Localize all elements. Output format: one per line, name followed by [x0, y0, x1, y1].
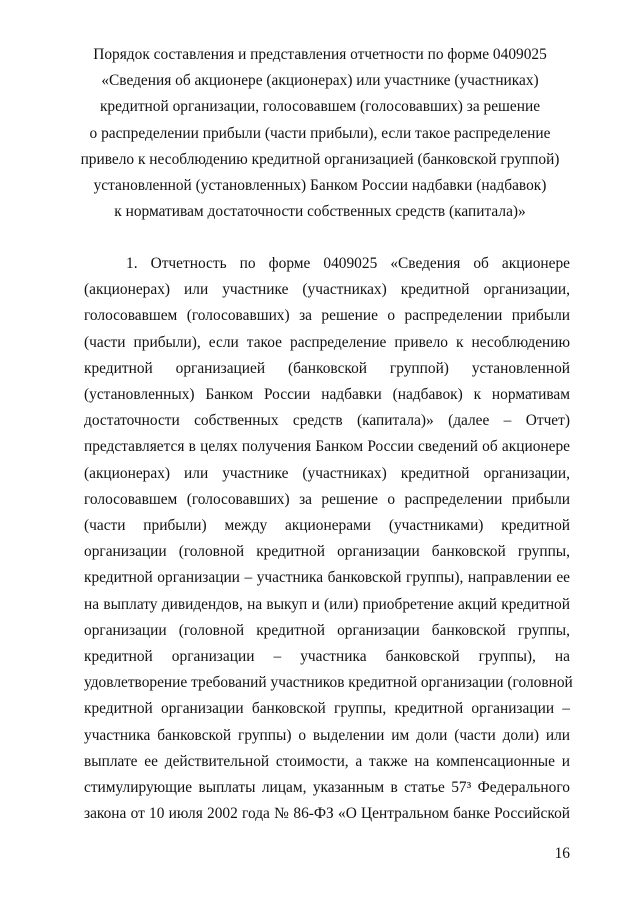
- document-heading: [60, 42, 580, 225]
- paragraph-line: удовлетворение требований участников кредитной организации (головной: [84, 674, 573, 692]
- paragraph-line: (установленных) Банком России надбавки (надбавок) к нормативам: [84, 386, 570, 404]
- paragraph-line: достаточности собственных средств (капитала)» (далее – Отчет): [84, 412, 570, 430]
- paragraph-line: на выплату дивидендов, на выкуп и (или) приобретение акций кредитной: [84, 595, 570, 613]
- heading-line: к нормативам достаточности собственных средств (капитала)»: [114, 203, 526, 221]
- paragraph-line: кредитной организации – участника банковской группы), направлении ее: [84, 569, 570, 587]
- heading-line: кредитной организации, голосовавшем (голосовавших) за решение: [99, 98, 541, 116]
- paragraph-line: голосовавшем (голосовавших) за решение о распределении прибыли: [84, 490, 570, 508]
- paragraph-line: кредитной организации банковской группы, кредитной организации –: [84, 700, 570, 718]
- paragraph-line: закона от 10 июля 2002 года № 86-ФЗ «О Центральном банке Российской: [84, 805, 570, 823]
- paragraph-line: выплате ее действительной стоимости, а также на компенсационные и: [84, 752, 570, 770]
- heading-line: установленной (установленных) Банком России надбавки (надбавок): [93, 177, 547, 195]
- paragraph-line: (части прибыли), если такое распределение привело к несоблюдению: [84, 333, 570, 351]
- paragraph-line: организации (головной кредитной организации банковской группы,: [84, 543, 570, 561]
- heading-line: «Сведения об акционере (акционерах) или участнике (участниках): [101, 72, 539, 90]
- paragraph-line: кредитной организации – участника банковской группы), на: [84, 648, 570, 666]
- heading-line: Порядок составления и представления отчетности по форме 0409025: [93, 46, 547, 63]
- paragraph-line: (части прибыли) между акционерами (участниками) кредитной: [84, 517, 570, 535]
- paragraph-line: стимулирующие выплаты лицам, указанным в статье 57³ Федерального: [84, 779, 570, 797]
- heading-line: привело к несоблюдению кредитной организацией (банковской группой): [80, 150, 560, 168]
- heading-line: о распределении прибыли (части прибыли), если такое распределение: [89, 124, 551, 142]
- paragraph-1: [84, 251, 573, 827]
- page-number: 16: [554, 845, 570, 862]
- paragraph-line: участника банковской группы) о выделении им доли (части доли) или: [84, 726, 570, 744]
- paragraph-line: (акционерах) или участнике (участниках) кредитной организации,: [84, 464, 570, 482]
- paragraph-line: представляется в целях получения Банком России сведений об акционере: [84, 438, 570, 456]
- paragraph-line: 1. Отчетность по форме 0409025 «Сведения об акционере: [126, 255, 570, 272]
- paragraph-line: кредитной организацией (банковской группой) установленной: [84, 359, 570, 377]
- paragraph-line: голосовавшем (голосовавших) за решение о распределении прибыли: [84, 307, 570, 325]
- paragraph-line: организации (головной кредитной организации банковской группы,: [84, 621, 570, 639]
- paragraph-line: (акционерах) или участнике (участниках) кредитной организации,: [84, 281, 570, 299]
